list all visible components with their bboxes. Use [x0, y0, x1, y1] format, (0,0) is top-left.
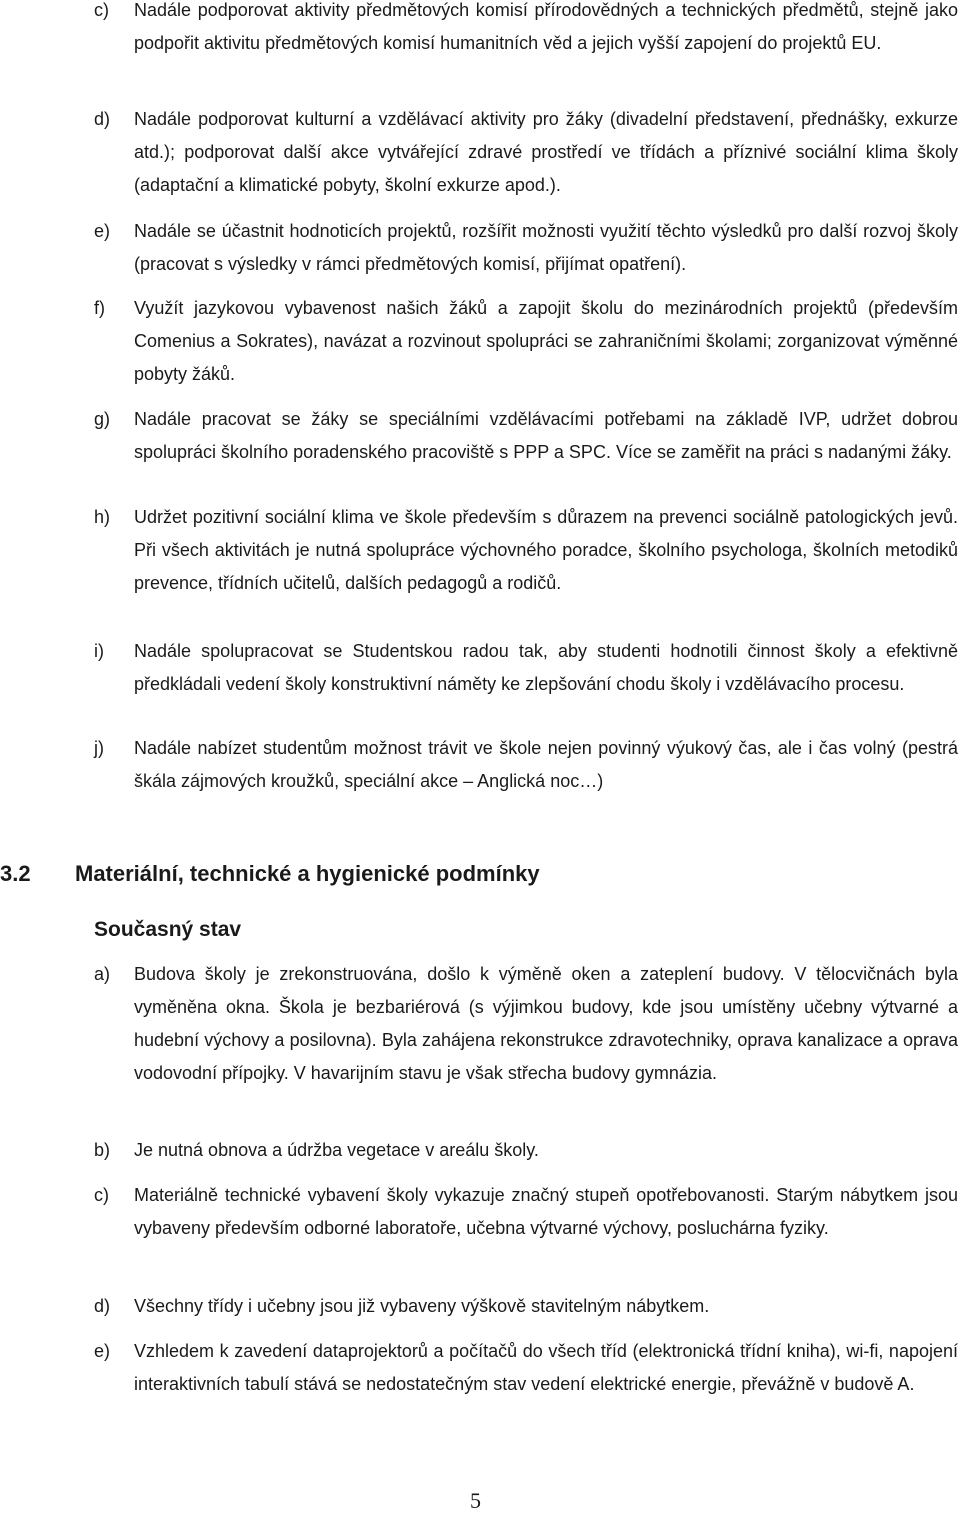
list-marker: c) [94, 0, 109, 20]
section-number: 3.2 [0, 861, 31, 886]
list-marker: g) [94, 409, 111, 429]
list-item-text: Všechny třídy i učebny jsou již vybaveny výškově stavitelným nábytkem. [134, 1296, 710, 1316]
list-marker: j) [94, 738, 104, 758]
list-item-text: Udržet pozitivní sociální klima ve škole především s důrazem na prevenci sociálně patologických jevů. Při všech aktivitách je nutná spolupráce výchovného poradce, školního psychologa, školních metodiků prevence, třídních učitelů, dalších pedagogů a rodičů. [134, 507, 958, 593]
list-item [94, 732, 958, 798]
list-item-text: Nadále se účastnit hodnoticích projektů, rozšířit možnosti využití těchto výsledků pro další rozvoj školy (pracovat s výsledky v rámci předmětových komisí, přijímat opatření). [134, 221, 958, 274]
list-item [94, 215, 958, 281]
list-marker: d) [94, 1296, 111, 1316]
list-item [94, 501, 958, 600]
list-marker: e) [94, 221, 111, 241]
section-title: Materiální, technické a hygienické podmínky [75, 861, 540, 886]
list-item-text: Nadále nabízet studentům možnost trávit ve škole nejen povinný výukový čas, ale i čas volný (pestrá škála zájmových kroužků, speciální akce – Anglická noc…) [134, 738, 958, 791]
list-item-text: Nadále pracovat se žáky se speciálními vzdělávacími potřebami na základě IVP, udržet dobrou spolupráci školního poradenského pracoviště s PPP a SPC. Více se zaměřit na práci s nadanými žáky. [134, 409, 958, 462]
list-marker: d) [94, 109, 111, 129]
list-item-text: Budova školy je zrekonstruována, došlo k výměně oken a zateplení budovy. V tělocvičnách byla vyměněna okna. Škola je bezbariérová (s výjimkou budovy, kde jsou umístěny učebny výtvarné a hudební výchovy a posilovna). Byla zahájena rekonstrukce zdravotechniky, oprava kanalizace a oprava vodovodní přípojky. V havarijním stavu je však střecha budovy gymnázia. [134, 964, 958, 1083]
list-item-text: Nadále podporovat aktivity předmětových komisí přírodovědných a technických předmětů, stejně jako podpořit aktivitu předmětových komisí humanitních věd a jejich vyšší zapojení do projektů EU. [134, 0, 958, 53]
list-item [94, 1290, 958, 1323]
list-item-text: Materiálně technické vybavení školy vykazuje značný stupeň opotřebovanosti. Starým nábytkem jsou vybaveny především odborné laboratoře, učebna výtvarné výchovy, posluchárna fyziky. [134, 1185, 958, 1238]
list-item-text: Využít jazykovou vybavenost našich žáků a zapojit školu do mezinárodních projektů (především Comenius a Sokrates), navázat a rozvinout spolupráci se zahraničními školami; zorganizovat výměnné pobyty žáků. [134, 298, 958, 384]
list-marker: b) [94, 1140, 111, 1160]
list-item [94, 292, 958, 391]
list-item [94, 1335, 958, 1401]
page-number: 5 [470, 1488, 481, 1513]
list-item [94, 403, 958, 469]
list-item-text: Vzhledem k zavedení dataprojektorů a počítačů do všech tříd (elektronická třídní kniha), wi-fi, napojení interaktivních tabulí stává se nedostatečným stav vedení elektrické energie, převážně v budově A. [134, 1341, 958, 1394]
list-item-text: Nadále podporovat kulturní a vzdělávací aktivity pro žáky (divadelní představení, přednášky, exkurze atd.); podporovat další akce vytvářející zdravé prostředí ve třídách a příznivé sociální klima školy (adaptační a klimatické pobyty, školní exkurze apod.). [134, 109, 958, 195]
list-marker: f) [94, 298, 105, 318]
list-item [94, 635, 958, 701]
list-marker: a) [94, 964, 111, 984]
list-marker: i) [94, 641, 104, 661]
list-item [94, 958, 958, 1090]
list-marker: c) [94, 1185, 109, 1205]
list-item [94, 103, 958, 202]
list-item [94, 1134, 958, 1167]
list-item [94, 1179, 958, 1245]
list-marker: h) [94, 507, 111, 527]
subsection-title: Současný stav [94, 918, 242, 941]
list-marker: e) [94, 1341, 111, 1361]
list-item-text: Je nutná obnova a údržba vegetace v areálu školy. [134, 1140, 539, 1160]
list-item-text: Nadále spolupracovat se Studentskou radou tak, aby studenti hodnotili činnost školy a efektivně předkládali vedení školy konstruktivní náměty ke zlepšování chodu školy i vzdělávacího procesu. [134, 641, 958, 694]
list-item [94, 0, 958, 60]
